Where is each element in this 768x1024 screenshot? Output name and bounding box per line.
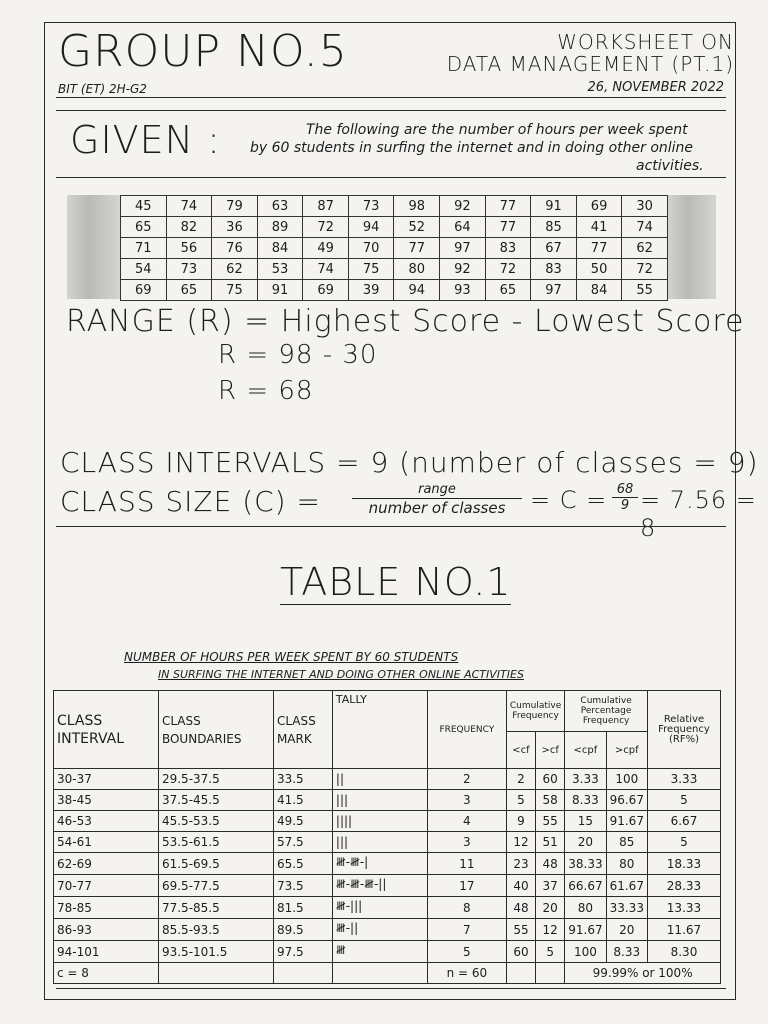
score-cell: 69 <box>303 280 349 301</box>
cell-tally: 𝍸 <box>332 941 427 963</box>
cell-mark: 89.5 <box>273 919 332 941</box>
score-cell: 77 <box>394 238 440 259</box>
score-cell: 73 <box>166 259 212 280</box>
cell-tally: 𝍸-||| <box>332 897 427 919</box>
score-cell: 92 <box>440 196 486 217</box>
cell-mark: 65.5 <box>273 853 332 875</box>
cell-gcpf: 100 <box>606 769 647 790</box>
score-cell: 91 <box>531 196 577 217</box>
class-size-fraction-2 <box>612 482 638 513</box>
group-title: GROUP NO.5 <box>58 26 348 77</box>
score-cell: 98 <box>394 196 440 217</box>
cell-rf: 28.33 <box>647 875 720 897</box>
score-cell: 49 <box>303 238 349 259</box>
score-cell: 65 <box>121 217 167 238</box>
cell-boundaries: 85.5-93.5 <box>158 919 273 941</box>
cell-tally: 𝍸-𝍸-𝍸-|| <box>332 875 427 897</box>
cell-gcf: 37 <box>536 875 565 897</box>
scores-row <box>121 280 668 301</box>
score-cell: 77 <box>576 238 622 259</box>
score-cell: 41 <box>576 217 622 238</box>
footer-empty <box>158 963 273 984</box>
table-row <box>54 853 721 875</box>
score-cell: 80 <box>394 259 440 280</box>
cell-rf: 8.30 <box>647 941 720 963</box>
given-text-line1: The following are the number of hours per week spent <box>306 122 688 138</box>
score-cell: 73 <box>348 196 394 217</box>
score-cell: 72 <box>622 259 668 280</box>
table-row <box>54 769 721 790</box>
score-cell: 87 <box>303 196 349 217</box>
score-cell: 55 <box>622 280 668 301</box>
score-cell: 93 <box>440 280 486 301</box>
table-row <box>54 832 721 853</box>
cell-mark: 33.5 <box>273 769 332 790</box>
score-cell: 63 <box>257 196 303 217</box>
cell-f: 17 <box>427 875 506 897</box>
header-frequency: FREQUENCY <box>427 691 506 769</box>
cell-lcf: 55 <box>506 919 535 941</box>
tape-right <box>668 195 716 299</box>
cell-gcf: 58 <box>536 790 565 811</box>
cell-gcpf: 96.67 <box>606 790 647 811</box>
score-cell: 56 <box>166 238 212 259</box>
score-cell: 74 <box>622 217 668 238</box>
score-cell: 72 <box>485 259 531 280</box>
score-cell: 69 <box>121 280 167 301</box>
footer-empty <box>506 963 535 984</box>
frequency-table <box>53 690 721 984</box>
score-cell: 92 <box>440 259 486 280</box>
cell-boundaries: 77.5-85.5 <box>158 897 273 919</box>
footer-empty <box>273 963 332 984</box>
fraction-numerator: range <box>352 482 522 499</box>
cell-tally: |||| <box>332 811 427 832</box>
table-row <box>54 919 721 941</box>
footer-empty <box>332 963 427 984</box>
score-cell: 50 <box>576 259 622 280</box>
cell-gcpf: 61.67 <box>606 875 647 897</box>
table-row <box>54 875 721 897</box>
header-gcf: >cf <box>536 732 565 769</box>
bottom-divider <box>56 988 726 989</box>
given-text-line2: by 60 students in surfing the internet and in doing other online <box>250 140 694 156</box>
score-cell: 75 <box>212 280 258 301</box>
score-cell: 53 <box>257 259 303 280</box>
cell-lcf: 5 <box>506 790 535 811</box>
footer-class-size: c = 8 <box>54 963 159 984</box>
score-cell: 45 <box>121 196 167 217</box>
cell-rf: 5 <box>647 832 720 853</box>
cell-lcf: 40 <box>506 875 535 897</box>
header-gcpf: >cpf <box>606 732 647 769</box>
cell-mark: 57.5 <box>273 832 332 853</box>
score-cell: 52 <box>394 217 440 238</box>
cell-gcf: 55 <box>536 811 565 832</box>
score-cell: 84 <box>257 238 303 259</box>
cell-gcf: 20 <box>536 897 565 919</box>
cell-rf: 11.67 <box>647 919 720 941</box>
score-cell: 72 <box>303 217 349 238</box>
score-cell: 54 <box>121 259 167 280</box>
cell-lcpf: 20 <box>565 832 606 853</box>
range-formula: RANGE (R) = Highest Score - Lowest Score <box>66 304 745 339</box>
cell-mark: 73.5 <box>273 875 332 897</box>
score-cell: 82 <box>166 217 212 238</box>
range-result: R = 68 <box>218 376 314 406</box>
cell-interval: 46-53 <box>54 811 159 832</box>
cell-boundaries: 37.5-45.5 <box>158 790 273 811</box>
score-cell: 30 <box>622 196 668 217</box>
score-cell: 64 <box>440 217 486 238</box>
score-cell: 71 <box>121 238 167 259</box>
footer-empty <box>536 963 565 984</box>
score-cell: 97 <box>531 280 577 301</box>
cell-lcf: 23 <box>506 853 535 875</box>
cell-rf: 5 <box>647 790 720 811</box>
fraction2-denominator: 9 <box>620 498 630 513</box>
score-cell: 36 <box>212 217 258 238</box>
cell-rf: 13.33 <box>647 897 720 919</box>
score-cell: 62 <box>212 259 258 280</box>
cell-gcf: 51 <box>536 832 565 853</box>
cell-interval: 30-37 <box>54 769 159 790</box>
cell-gcf: 5 <box>536 941 565 963</box>
score-cell: 62 <box>622 238 668 259</box>
score-cell: 84 <box>576 280 622 301</box>
cell-mark: 41.5 <box>273 790 332 811</box>
score-cell: 67 <box>531 238 577 259</box>
cell-tally: ||| <box>332 790 427 811</box>
raw-scores-table <box>120 195 668 301</box>
cell-rf: 6.67 <box>647 811 720 832</box>
cell-tally: 𝍸-𝍸-| <box>332 853 427 875</box>
scores-row <box>121 259 668 280</box>
fraction2-numerator: 68 <box>612 482 638 498</box>
worksheet-title-line1: WORKSHEET ON <box>557 30 734 54</box>
class-size-eq: = C = <box>530 486 608 514</box>
class-intervals: CLASS INTERVALS = 9 (number of classes = 9) <box>60 446 759 479</box>
cell-f: 3 <box>427 832 506 853</box>
cell-f: 5 <box>427 941 506 963</box>
cell-boundaries: 53.5-61.5 <box>158 832 273 853</box>
score-cell: 74 <box>166 196 212 217</box>
date-label: 26, NOVEMBER 2022 <box>587 80 724 95</box>
header-tally: TALLY <box>332 691 427 769</box>
cell-lcf: 12 <box>506 832 535 853</box>
scores-row <box>121 217 668 238</box>
score-cell: 77 <box>485 196 531 217</box>
cell-boundaries: 29.5-37.5 <box>158 769 273 790</box>
header-cumulative-percentage: Cumulative Percentage Frequency <box>565 691 648 732</box>
cell-f: 3 <box>427 790 506 811</box>
header-boundaries: CLASS BOUNDARIES <box>158 691 273 769</box>
cell-rf: 18.33 <box>647 853 720 875</box>
score-cell: 97 <box>440 238 486 259</box>
cell-interval: 70-77 <box>54 875 159 897</box>
table-title: TABLE NO.1 <box>280 560 512 604</box>
score-cell: 79 <box>212 196 258 217</box>
cell-interval: 94-101 <box>54 941 159 963</box>
score-cell: 70 <box>348 238 394 259</box>
score-cell: 89 <box>257 217 303 238</box>
cell-lcf: 9 <box>506 811 535 832</box>
cell-boundaries: 69.5-77.5 <box>158 875 273 897</box>
score-cell: 91 <box>257 280 303 301</box>
class-size-fraction <box>352 482 522 517</box>
cell-mark: 97.5 <box>273 941 332 963</box>
header-mark: CLASS MARK <box>273 691 332 769</box>
cell-gcpf: 85 <box>606 832 647 853</box>
given-heading: GIVEN : <box>70 118 221 162</box>
range-substitution: R = 98 - 30 <box>218 340 378 370</box>
cell-gcf: 48 <box>536 853 565 875</box>
cell-interval: 38-45 <box>54 790 159 811</box>
cell-lcf: 48 <box>506 897 535 919</box>
table-caption-line2: IN SURFING THE INTERNET AND DOING OTHER ONLINE ACTIVITIES <box>158 668 524 681</box>
score-cell: 39 <box>348 280 394 301</box>
given-text-line3: activities. <box>636 158 704 174</box>
header-interval: CLASS INTERVAL <box>54 691 159 769</box>
footer-n: n = 60 <box>427 963 506 984</box>
score-cell: 83 <box>531 259 577 280</box>
class-size-label: CLASS SIZE (C) = <box>60 485 321 518</box>
cell-gcpf: 80 <box>606 853 647 875</box>
cell-gcf: 60 <box>536 769 565 790</box>
table-row <box>54 790 721 811</box>
scores-row <box>121 196 668 217</box>
cell-gcpf: 33.33 <box>606 897 647 919</box>
table-row <box>54 897 721 919</box>
table-row <box>54 941 721 963</box>
given-divider <box>56 177 726 178</box>
score-cell: 85 <box>531 217 577 238</box>
cell-tally: 𝍸-|| <box>332 919 427 941</box>
cell-boundaries: 93.5-101.5 <box>158 941 273 963</box>
cell-mark: 81.5 <box>273 897 332 919</box>
cell-f: 4 <box>427 811 506 832</box>
header-divider-2 <box>56 110 726 111</box>
header-relative: Relative Frequency (RF%) <box>647 691 720 769</box>
cell-gcpf: 91.67 <box>606 811 647 832</box>
cell-interval: 86-93 <box>54 919 159 941</box>
table-row <box>54 811 721 832</box>
score-cell: 76 <box>212 238 258 259</box>
cell-boundaries: 45.5-53.5 <box>158 811 273 832</box>
table-caption-line1: NUMBER OF HOURS PER WEEK SPENT BY 60 STUDENTS <box>124 650 459 664</box>
cell-tally: ||| <box>332 832 427 853</box>
score-cell: 83 <box>485 238 531 259</box>
cell-lcpf: 38.33 <box>565 853 606 875</box>
score-cell: 75 <box>348 259 394 280</box>
cell-interval: 54-61 <box>54 832 159 853</box>
tape-left <box>67 195 120 299</box>
cell-lcpf: 80 <box>565 897 606 919</box>
score-cell: 69 <box>576 196 622 217</box>
cell-lcf: 2 <box>506 769 535 790</box>
footer-total: 99.99% or 100% <box>565 963 721 984</box>
cell-lcf: 60 <box>506 941 535 963</box>
cell-lcpf: 66.67 <box>565 875 606 897</box>
cell-boundaries: 61.5-69.5 <box>158 853 273 875</box>
cell-gcpf: 20 <box>606 919 647 941</box>
cell-gcpf: 8.33 <box>606 941 647 963</box>
score-cell: 74 <box>303 259 349 280</box>
score-cell: 94 <box>348 217 394 238</box>
cell-interval: 78-85 <box>54 897 159 919</box>
header-cumulative-frequency: Cumulative Frequency <box>506 691 564 732</box>
cell-f: 8 <box>427 897 506 919</box>
scores-row <box>121 238 668 259</box>
cell-lcpf: 91.67 <box>565 919 606 941</box>
cell-interval: 62-69 <box>54 853 159 875</box>
cell-rf: 3.33 <box>647 769 720 790</box>
section-label: BIT (ET) 2H-G2 <box>58 82 147 96</box>
score-cell: 65 <box>166 280 212 301</box>
section-divider <box>56 526 726 527</box>
cell-tally: || <box>332 769 427 790</box>
cell-f: 11 <box>427 853 506 875</box>
score-cell: 77 <box>485 217 531 238</box>
header-lcf: <cf <box>506 732 535 769</box>
header-lcpf: <cpf <box>565 732 606 769</box>
cell-lcpf: 8.33 <box>565 790 606 811</box>
cell-f: 2 <box>427 769 506 790</box>
cell-lcpf: 3.33 <box>565 769 606 790</box>
cell-lcpf: 15 <box>565 811 606 832</box>
cell-mark: 49.5 <box>273 811 332 832</box>
fraction-denominator: number of classes <box>368 499 506 517</box>
cell-gcf: 12 <box>536 919 565 941</box>
worksheet-title-line2: DATA MANAGEMENT (PT.1) <box>446 52 734 76</box>
score-cell: 94 <box>394 280 440 301</box>
class-size-result: = 7.56 = 8 <box>640 486 757 542</box>
score-cell: 65 <box>485 280 531 301</box>
header-divider <box>56 97 726 98</box>
cell-lcpf: 100 <box>565 941 606 963</box>
cell-f: 7 <box>427 919 506 941</box>
